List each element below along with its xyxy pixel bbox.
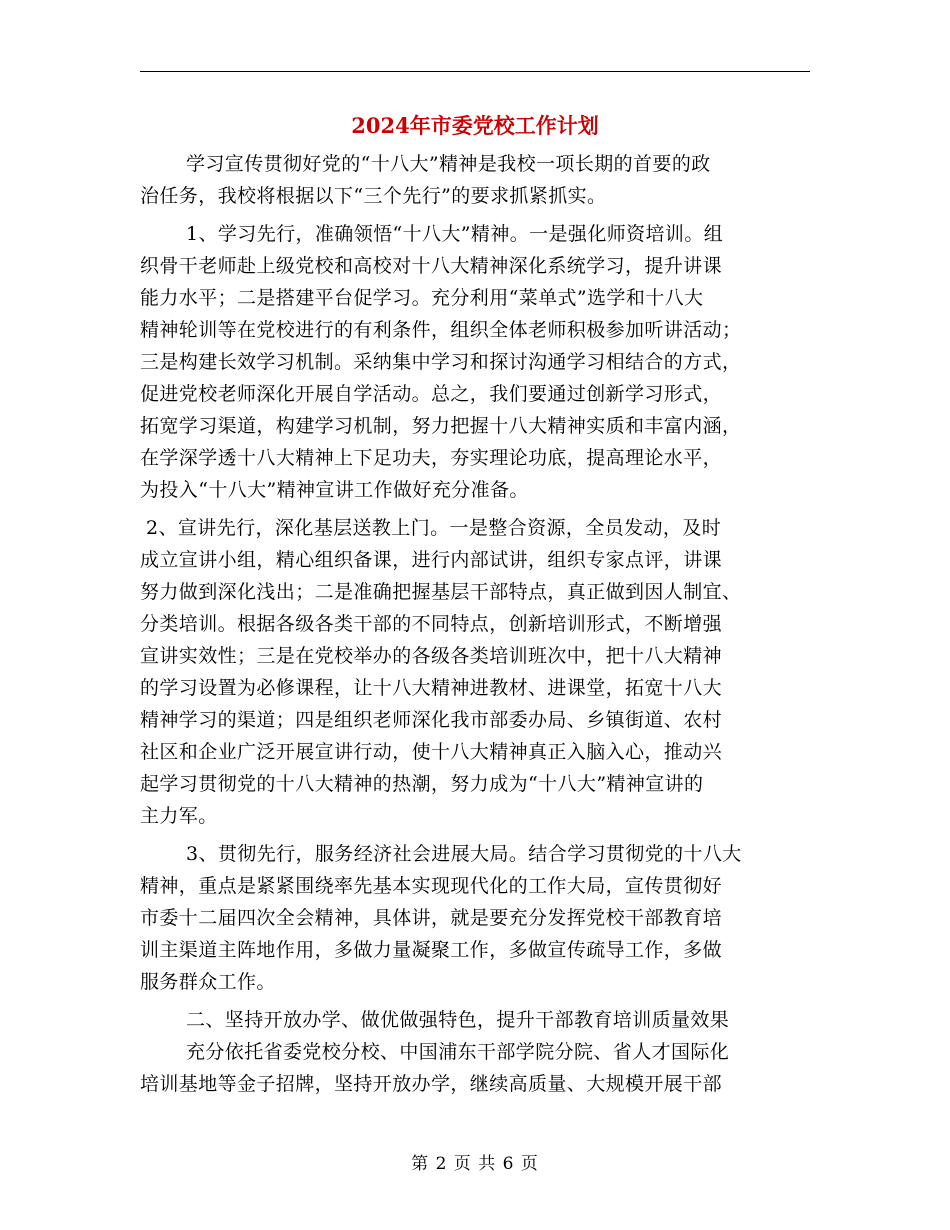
text-line: 服务群众工作。 bbox=[140, 971, 276, 993]
text-line: 能力水平；二是搭建平台促学习。充分利用“菜单式”选学和十八大 bbox=[140, 287, 704, 309]
text-line: 3、贯彻先行，服务经济社会进展大局。结合学习贯彻党的十八大 bbox=[186, 843, 742, 865]
text-line: 精神学习的渠道；四是组织老师深化我市部委办局、乡镇街道、农村 bbox=[140, 709, 723, 731]
text-line: 2、宣讲先行，深化基层送教上门。一是整合资源，全员发动，及时 bbox=[146, 517, 722, 539]
text-line: 起学习贯彻党的十八大精神的热潮，努力成为“十八大”精神宣讲的 bbox=[140, 773, 704, 795]
text-line: 分类培训。根据各级各类干部的不同特点，创新培训形式，不断增强 bbox=[140, 613, 723, 635]
text-line: 精神，重点是紧紧围绕率先基本实现现代化的工作大局，宣传贯彻好 bbox=[140, 875, 723, 897]
text-line: 促进党校老师深化开展自学活动。总之，我们要通过创新学习形式， bbox=[140, 383, 723, 405]
text-line: 为投入“十八大”精神宣讲工作做好充分准备。 bbox=[140, 479, 529, 501]
header-rule bbox=[140, 71, 810, 72]
text-line: 在学深学透十八大精神上下足功夫，夯实理论功底，提高理论水平， bbox=[140, 447, 723, 469]
text-line: 治任务，我校将根据以下“三个先行”的要求抓紧抓实。 bbox=[140, 185, 607, 207]
text-line: 宣讲实效性；三是在党校举办的各级各类培训班次中，把十八大精神 bbox=[140, 645, 723, 667]
text-line: 学习宣传贯彻好党的“十八大”精神是我校一项长期的首要的政 bbox=[186, 153, 711, 175]
text-line: 三是构建长效学习机制。采纳集中学习和探讨沟通学习相结合的方式， bbox=[140, 351, 742, 373]
text-line: 社区和企业广泛开展宣讲行动，使十八大精神真正入脑入心，推动兴 bbox=[140, 741, 723, 763]
text-line: 成立宣讲小组，精心组织备课，进行内部试讲，组织专家点评，讲课 bbox=[140, 549, 723, 571]
text-line: 培训基地等金子招牌，坚持开放办学，继续高质量、大规模开展干部 bbox=[140, 1073, 723, 1095]
text-line: 主力军。 bbox=[140, 805, 218, 827]
text-line: 织骨干老师赴上级党校和高校对十八大精神深化系统学习，提升讲课 bbox=[140, 255, 723, 277]
page-footer: 第 2 页 共 6 页 bbox=[411, 1154, 539, 1174]
text-line: 努力做到深化浅出；二是准确把握基层干部特点，真正做到因人制宜、 bbox=[140, 581, 742, 603]
text-line: 充分依托省委党校分校、中国浦东干部学院分院、省人才国际化 bbox=[186, 1041, 730, 1063]
document-title: 2024年市委党校工作计划 bbox=[351, 113, 599, 138]
text-line: 拓宽学习渠道，构建学习机制，努力把握十八大精神实质和丰富内涵， bbox=[140, 415, 742, 437]
document-body bbox=[140, 148, 820, 1100]
text-line: 的学习设置为必修课程，让十八大精神进教材、进课堂，拓宽十八大 bbox=[140, 677, 723, 699]
text-line: 1、学习先行，准确领悟“十八大”精神。一是强化师资培训。组 bbox=[186, 223, 724, 245]
text-line: 训主渠道主阵地作用，多做力量凝聚工作，多做宣传疏导工作，多做 bbox=[140, 939, 723, 961]
text-line: 精神轮训等在党校进行的有利条件，组织全体老师积极参加听讲活动； bbox=[140, 319, 742, 341]
section-heading: 二、坚持开放办学、做优做强特色，提升干部教育培训质量效果 bbox=[186, 1009, 730, 1031]
text-line: 市委十二届四次全会精神，具体讲，就是要充分发挥党校干部教育培 bbox=[140, 907, 723, 929]
